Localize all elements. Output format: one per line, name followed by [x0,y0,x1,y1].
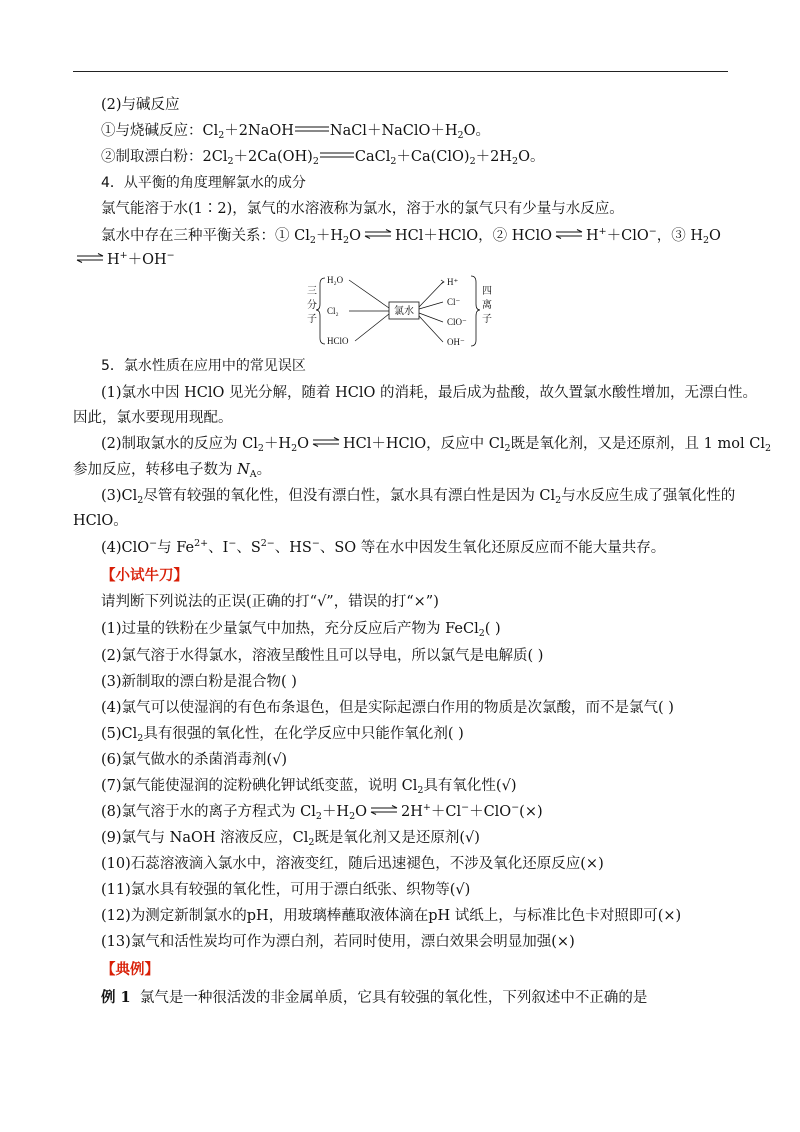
equals-sign-icon [320,151,354,159]
section-5-item-2-cont: 参加反应，转移电子数为 $N_A$。 [73,462,272,480]
section-4-title: 4．从平衡的角度理解氯水的成分 [101,175,306,191]
example-text: 氯气是一种很活泼的非金属单质，它具有较强的氧化性，下列叙述中不正确的是 [139,990,648,1006]
equilibrium-arrow-icon [312,437,340,447]
svg-text:子: 子 [307,314,317,325]
quiz-item-11: (11)氯水具有较强的氧化性，可用于漂白纸张、织物等(√) [101,882,471,898]
quiz-intro: 请判断下列说法的正误(正确的打“√”，错误的打“×”) [101,594,439,610]
right-brace-label [482,285,492,325]
section-5-item-2: (2)制取氯水的反应为 $Cl_2+H_2O$ HCl＋HClO，反应中 $Cl_2$既是氧化剂，又是还原剂，且 1 mol $Cl_2$ [101,436,772,454]
quiz-item-8: (8)氯气溶于水的离子方程式为 $Cl_2+H_2O$ 2H+＋Cl−＋ClO−(×) [101,802,543,822]
reaction-base-heading: (2)与碱反应 [101,97,180,113]
equilibrium-arrow-icon [76,253,104,263]
quiz-item-1: (1)过量的铁粉在少量氯气中加热，充分反应后产物为 FeCl$_2$( ) [101,621,501,639]
svg-text:离: 离 [482,300,492,311]
quiz-item-9: (9)氯气与 NaOH 溶液反应，$Cl_2$既是氧化剂又是还原剂(√) [101,830,480,848]
quiz-item-7: (7)氯气能使湿润的淀粉碘化钾试纸变蓝，说明 $Cl_2$具有氧化性(√) [101,778,517,796]
reaction-bleaching-powder: ②制取漂白粉：$2Cl_2+2Ca(OH)_2$ $CaCl_2+Ca(ClO)_2+2H_2O$。 [101,149,545,167]
section-5-item-1: (1)氯水中因 HClO 见光分解，随着 HClO 的消耗，最后成为盐酸，故久置氯水酸性增加，无漂白性。 [101,385,758,401]
molecule-h2o: H₂O [327,275,344,285]
chlorine-water-composition-diagram [305,272,505,352]
header-rule [73,71,728,72]
left-brace-icon [316,278,325,344]
molecule-hclo: HClO [327,336,349,346]
svg-text:三: 三 [307,286,317,297]
quiz-item-2: (2)氯气溶于水得氯水，溶液呈酸性且可以导电，所以氯气是电解质( ) [101,648,544,664]
quiz-item-13: (13)氯气和活性炭均可作为漂白剂，若同时使用，漂白效果会明显加强(×) [101,934,575,950]
section-5-title: 5．氯水性质在应用中的常见误区 [101,358,306,374]
quiz-item-5: $(5)Cl_2$具有很强的氧化性，在化学反应中只能作氧化剂( ) [101,726,464,744]
left-brace-label [307,285,317,325]
svg-text:子: 子 [482,314,492,325]
equals-sign-icon [295,125,329,133]
quiz-item-6: (6)氯气做水的杀菌消毒剂(√) [101,752,288,768]
ion-clo-minus: ClO⁻ [447,317,467,327]
section-5-item-3: $(3)Cl_2$尽管有较强的氧化性，但没有漂白性，氯水具有漂白性是因为 $Cl_2$与水反应生成了强氧化性的 [101,488,736,506]
quiz-title: 【小试牛刀】 [101,567,188,584]
quiz-item-3: (3)新制取的漂白粉是混合物( ) [101,674,297,690]
equilibrium-arrow-icon [364,229,392,239]
example-label: 例 1 [101,989,131,1006]
section-4-paragraph-2: 氯水中存在三种平衡关系：① $Cl_2+H_2O$ HCl＋HClO，② HClO H+＋ClO−，③ $H_2O$ [101,226,721,246]
quiz-item-10: (10)石蕊溶液滴入氯水中，溶液变红，随后迅速褪色，不涉及氧化还原反应(×) [101,856,604,872]
quiz-item-4: (4)氯气可以使湿润的有色布条退色，但是实际起漂白作用的物质是次氯酸，而不是氯气( ) [101,700,674,716]
right-brace-icon [471,276,480,346]
section-5-item-3-cont: HClO。 [73,513,128,529]
ion-oh-minus: OH⁻ [447,337,465,347]
quiz-item-12: (12)为测定新制氯水的pH，用玻璃棒蘸取液体滴在pH 试纸上，与标准比色卡对照即可(×) [101,908,682,924]
reaction-caustic-soda: ①与烧碱反应：$Cl_2+2NaOH$ $NaCl+NaClO+H_2O$。 [101,123,490,141]
svg-text:四: 四 [482,286,492,297]
section-5-item-1-cont: 因此，氯水要现用现配。 [73,410,233,426]
section-5-item-4: (4)ClO−与 $Fe^{2+}$、I−、$S^{2-}$、HS−、SO 等在水中因发生氧化还原反应而不能大量共存。 [101,538,666,556]
example-title: 【典例】 [101,961,159,978]
section-4-paragraph-2-cont: H+＋OH− [73,250,175,270]
chlorine-water-label: 氯水 [394,306,414,317]
ion-h-plus: H⁺ [447,277,459,287]
molecule-cl2: Cl₂ [327,306,339,316]
svg-text:分: 分 [307,300,317,311]
equilibrium-arrow-icon [370,805,398,815]
equilibrium-arrow-icon [555,229,583,239]
section-4-paragraph-1: 氯气能溶于水(1∶2)，氯气的水溶液称为氯水，溶于水的氯气只有少量与水反应。 [101,201,624,217]
example-1 [101,988,647,1008]
ion-cl-minus: Cl⁻ [447,297,461,307]
